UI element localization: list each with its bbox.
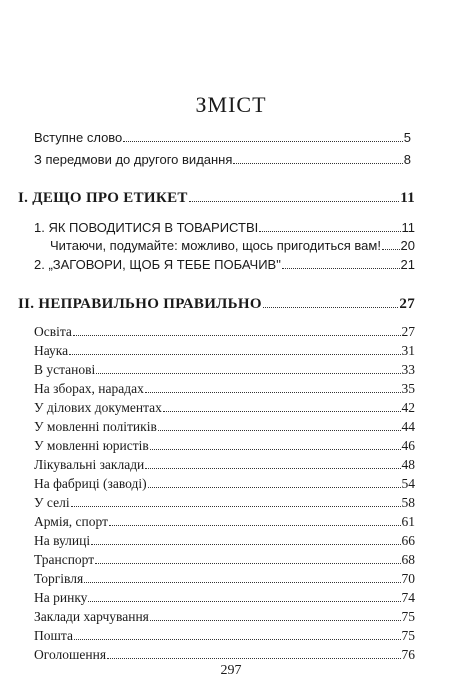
toc-entry bbox=[34, 419, 415, 435]
toc-entry-label: Заклади харчування bbox=[34, 609, 149, 624]
toc-entry-page: 70 bbox=[401, 571, 415, 586]
dot-leader bbox=[84, 574, 400, 583]
section-page: 11 bbox=[400, 190, 415, 206]
toc-entry-label: В установі bbox=[34, 362, 96, 377]
toc-entry bbox=[34, 571, 415, 587]
toc-entry-page: 20 bbox=[400, 238, 415, 253]
toc-entry bbox=[34, 343, 415, 359]
dot-leader bbox=[189, 193, 400, 202]
dot-leader bbox=[150, 441, 401, 450]
dot-leader bbox=[96, 365, 400, 374]
dot-leader bbox=[71, 498, 401, 507]
toc-entry-page: 61 bbox=[401, 514, 415, 529]
toc-entry bbox=[34, 476, 415, 492]
dot-leader bbox=[145, 384, 401, 393]
dot-leader bbox=[145, 460, 400, 469]
toc-entry bbox=[34, 362, 415, 378]
toc-entry bbox=[34, 533, 415, 549]
toc-entry-page: 48 bbox=[401, 457, 415, 472]
toc-entry-page: 46 bbox=[401, 438, 415, 453]
section-label: I. ДЕЩО ПРО ЕТИКЕТ bbox=[18, 190, 188, 206]
dot-leader bbox=[123, 133, 402, 142]
dot-leader bbox=[163, 403, 401, 412]
toc-entry-page: 11 bbox=[401, 220, 415, 235]
toc-entry bbox=[34, 324, 415, 340]
toc-entry-label: Лікувальні заклади bbox=[34, 457, 145, 472]
toc-entry-page: 74 bbox=[401, 590, 415, 605]
toc-entry-label: На зборах, нарадах bbox=[34, 381, 144, 396]
toc-entry-label: У ділових документах bbox=[34, 400, 162, 415]
dot-leader bbox=[148, 479, 401, 488]
toc-entry-page: 5 bbox=[403, 130, 411, 145]
toc-entry-page: 8 bbox=[403, 152, 411, 167]
toc-entry bbox=[34, 457, 415, 473]
toc-entry-label: 1. ЯК ПОВОДИТИСЯ В ТОВАРИСТВІ bbox=[34, 220, 259, 235]
toc-entry bbox=[34, 552, 415, 568]
toc-entry bbox=[34, 628, 415, 644]
toc-entry-page: 54 bbox=[401, 476, 415, 491]
dot-leader bbox=[73, 327, 401, 336]
dot-leader bbox=[150, 612, 401, 621]
toc-section-2 bbox=[18, 296, 415, 312]
toc-entry-label: Транспорт bbox=[34, 552, 95, 567]
toc-entry-page: 58 bbox=[401, 495, 415, 510]
dot-leader bbox=[382, 241, 400, 250]
dot-leader bbox=[91, 536, 400, 545]
toc-entry-page: 31 bbox=[401, 343, 415, 358]
toc-entry-page: 33 bbox=[401, 362, 415, 377]
section-page: 27 bbox=[399, 296, 415, 312]
dot-leader bbox=[233, 155, 402, 164]
toc-entry-page: 66 bbox=[401, 533, 415, 548]
toc-entry bbox=[34, 220, 415, 236]
toc-entry-page: 76 bbox=[401, 647, 415, 662]
toc-entry bbox=[34, 495, 415, 511]
toc-entry-label: На вулиці bbox=[34, 533, 91, 548]
toc-entry-label: Армія, спорт bbox=[34, 514, 108, 529]
toc-entry bbox=[34, 590, 415, 606]
toc-entry-label: З передмови до другого видання bbox=[34, 152, 233, 167]
toc-entry bbox=[34, 381, 415, 397]
toc-entry-label: 2. „ЗАГОВОРИ, ЩОБ Я ТЕБЕ ПОБАЧИВ" bbox=[34, 257, 281, 272]
dot-leader bbox=[69, 346, 400, 355]
toc-entry-intro bbox=[34, 130, 411, 146]
toc-entry-page: 75 bbox=[401, 609, 415, 624]
toc-entry-page: 21 bbox=[400, 257, 415, 272]
toc-entry-label: Наука bbox=[34, 343, 69, 358]
toc-entry-page: 27 bbox=[401, 324, 415, 339]
toc-entry bbox=[50, 238, 415, 254]
toc-entry-label: У селі bbox=[34, 495, 70, 510]
dot-leader bbox=[158, 422, 401, 431]
toc-entry bbox=[34, 400, 415, 416]
toc-entry bbox=[34, 438, 415, 454]
toc-entry-page: 68 bbox=[401, 552, 415, 567]
dot-leader bbox=[95, 555, 400, 564]
toc-entry-page: 35 bbox=[401, 381, 415, 396]
toc-entry-label: Вступне слово bbox=[34, 130, 123, 145]
toc-entry bbox=[34, 647, 415, 663]
toc-entry bbox=[34, 514, 415, 530]
dot-leader bbox=[88, 593, 400, 602]
toc-entry-label: Пошта bbox=[34, 628, 73, 643]
dot-leader bbox=[74, 631, 401, 640]
toc-entry-label: Оголошення bbox=[34, 647, 107, 662]
page-number: 297 bbox=[220, 663, 242, 678]
toc-entry-page: 42 bbox=[401, 400, 415, 415]
dot-leader bbox=[107, 650, 400, 659]
dot-leader bbox=[109, 517, 401, 526]
section-label: II. НЕПРАВИЛЬНО ПРАВИЛЬНО bbox=[18, 296, 262, 312]
toc-entry bbox=[34, 609, 415, 625]
dot-leader bbox=[282, 260, 400, 269]
toc-entry-preface bbox=[34, 152, 411, 168]
dot-leader bbox=[263, 299, 399, 308]
toc-entry-label: На ринку bbox=[34, 590, 88, 605]
toc-entry-label: Освіта bbox=[34, 324, 72, 339]
toc-entry-label: На фабриці (заводі) bbox=[34, 476, 147, 491]
toc-section-1 bbox=[18, 190, 415, 206]
toc-entry-label: Читаючи, подумайте: можливо, щось пригодиться вам! bbox=[50, 238, 381, 253]
toc-entry-label: Торгівля bbox=[34, 571, 84, 586]
dot-leader bbox=[259, 223, 400, 232]
toc-entry-page: 44 bbox=[401, 419, 415, 434]
toc-entry-page: 75 bbox=[401, 628, 415, 643]
toc-entry bbox=[34, 257, 415, 273]
toc-entry-label: У мовленні юристів bbox=[34, 438, 149, 453]
toc-entry-label: У мовленні політиків bbox=[34, 419, 157, 434]
page-title: ЗМІСТ bbox=[195, 92, 267, 117]
